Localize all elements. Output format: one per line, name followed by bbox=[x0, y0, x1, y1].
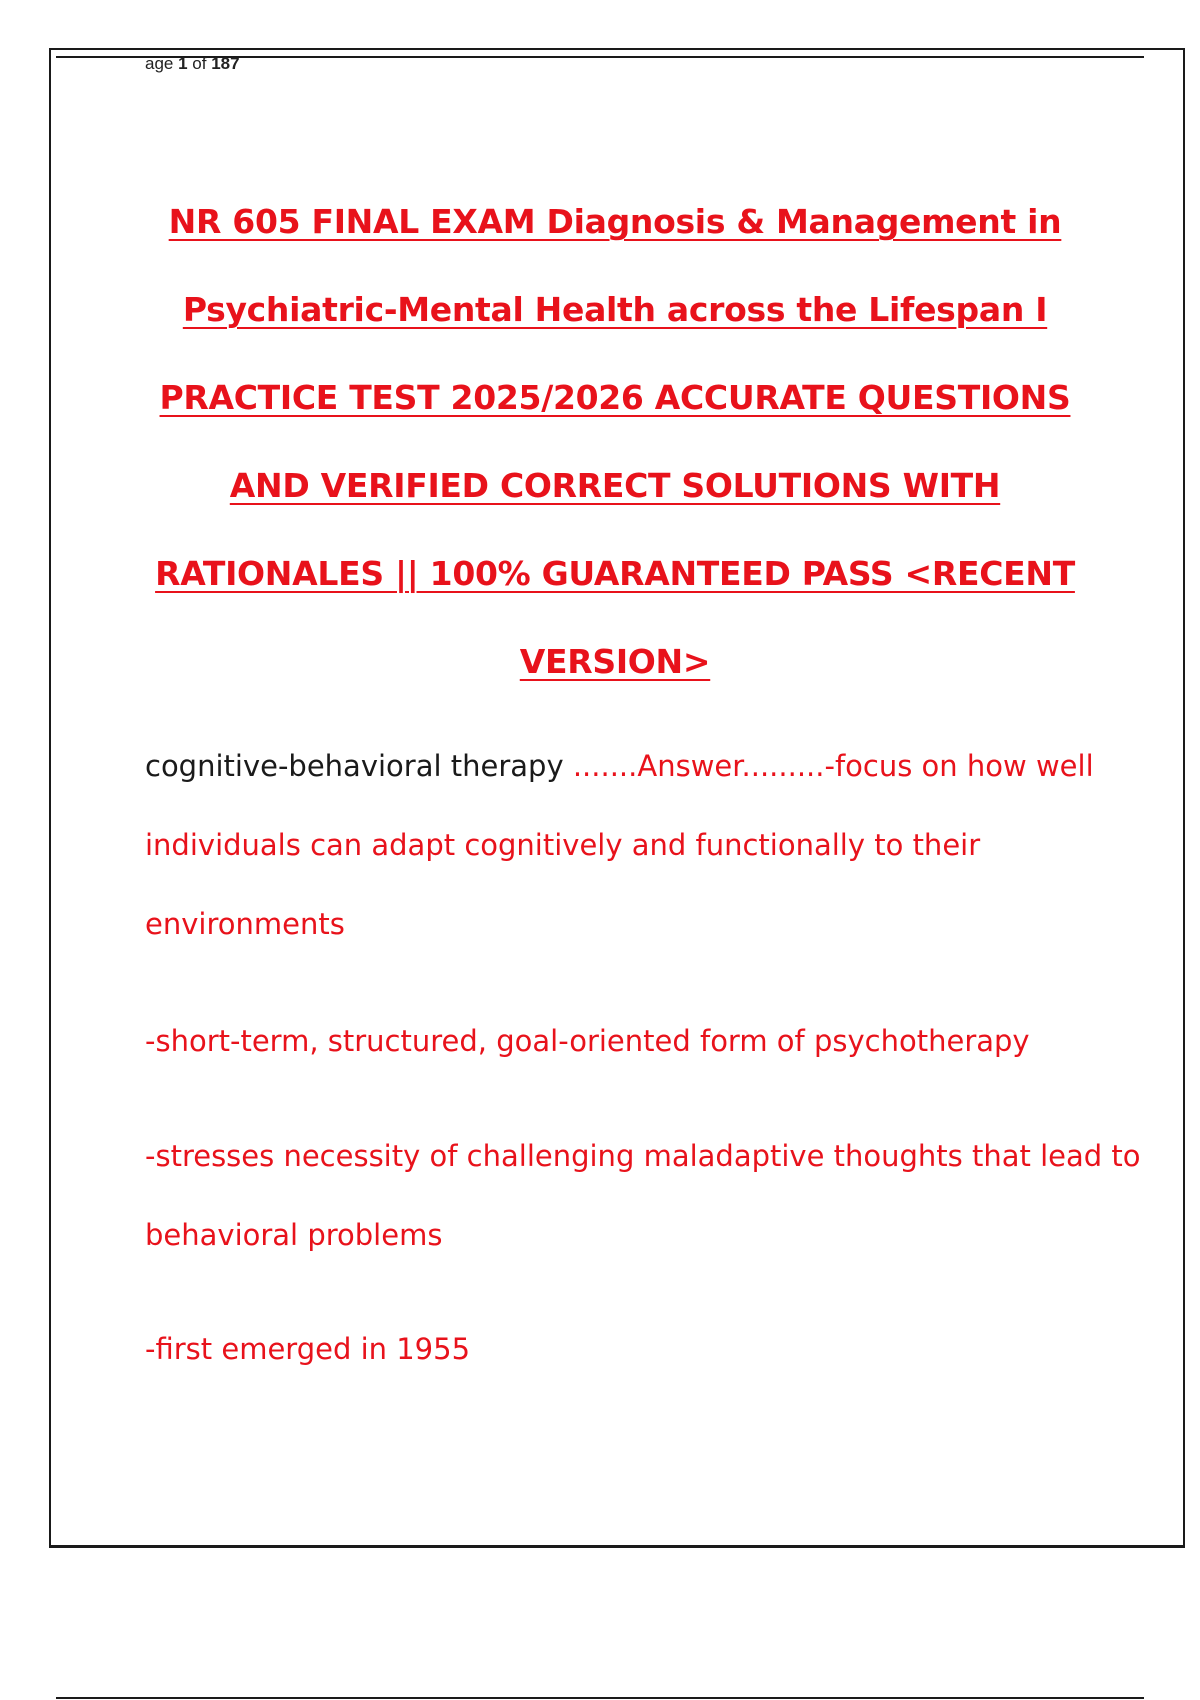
answer-point: -short-term, structured, goal-oriented form of psychotherapy bbox=[145, 1024, 1030, 1058]
document-title bbox=[110, 178, 1120, 706]
answer-point: -first emerged in 1955 bbox=[145, 1332, 471, 1366]
title-line: RATIONALES || 100% GUARANTEED PASS <RECENT bbox=[155, 554, 1075, 593]
page-total-number: 187 bbox=[211, 54, 240, 73]
footer-rule bbox=[56, 1697, 1144, 1699]
title-line: Psychiatric-Mental Health across the Lifespan I bbox=[182, 290, 1048, 329]
page-current-number: 1 bbox=[178, 54, 188, 73]
title-line: VERSION> bbox=[519, 642, 711, 681]
title-line: PRACTICE TEST 2025/2026 ACCURATE QUESTIONS bbox=[159, 378, 1071, 417]
qa-entry bbox=[145, 727, 1145, 964]
answer-point: -stresses necessity of challenging maladaptive thoughts that lead to behavioral problems bbox=[145, 1139, 1141, 1252]
title-line: AND VERIFIED CORRECT SOLUTIONS WITH bbox=[229, 466, 1001, 505]
page-counter bbox=[145, 54, 240, 74]
answer-lead: -focus on how well individuals can adapt cognitively and functionally to their environments bbox=[145, 749, 1094, 941]
answer-marker: .......Answer......... bbox=[572, 749, 825, 783]
page-counter-prefix: age bbox=[145, 54, 179, 73]
title-line: NR 605 FINAL EXAM Diagnosis & Management in bbox=[168, 202, 1062, 241]
question-text: cognitive-behavioral therapy bbox=[145, 749, 573, 783]
page-counter-of: of bbox=[187, 54, 212, 73]
